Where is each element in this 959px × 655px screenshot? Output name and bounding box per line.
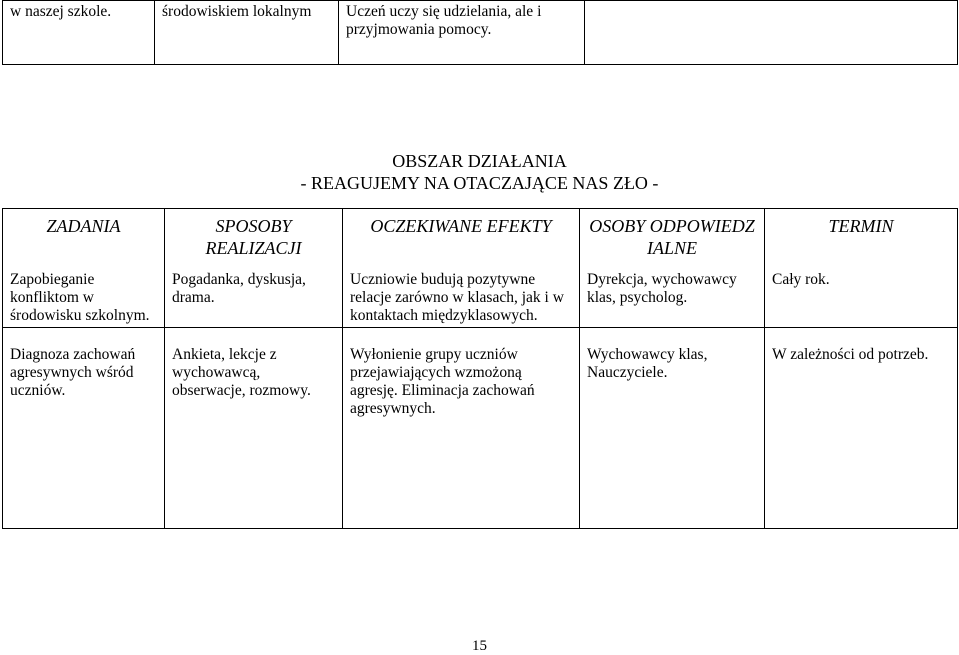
cell-responsible-2: Wychowawcy klas, Nauczyciele.	[580, 328, 765, 529]
header-effects: OCZEKIWANE EFEKTY Uczniowie budują pozytywne relacje zarówno w klasach, jak i w kontaktach międzyklasowych.	[343, 209, 580, 328]
cell-task-2: Diagnoza zachowań agresywnych wśród uczniów.	[3, 328, 165, 529]
header-methods: SPOSOBY REALIZACJI Pogadanka, dyskusja, drama.	[165, 209, 343, 328]
top-cell-effect: Uczeń uczy się udzielania, ale i przyjmowania pomocy.	[339, 1, 585, 65]
cell-term-2: W zależności od potrzeb.	[765, 328, 958, 529]
cell-method-1: Pogadanka, dyskusja, drama.	[172, 271, 306, 306]
header-responsible: OSOBY ODPOWIEDZIALNE Dyrekcja, wychowawcy klas, psycholog.	[580, 209, 765, 328]
area-title-line2: - REAGUJEMY NA OTACZAJĄCE NAS ZŁO -	[300, 173, 659, 193]
page-number: 15	[472, 638, 487, 654]
actions-table	[2, 208, 958, 529]
table-row	[3, 328, 958, 529]
top-continuation-table	[2, 0, 958, 65]
area-title	[0, 150, 959, 194]
area-title-line1: OBSZAR DZIAŁANIA	[392, 151, 567, 171]
table-row	[3, 1, 958, 65]
cell-task-1: Zapobieganie konfliktom w środowisku szkolnym.	[10, 271, 150, 324]
cell-effect-2: Wyłonienie grupy uczniów przejawiających wzmożoną agresję. Eliminacja zachowań agresywnych.	[343, 328, 580, 529]
top-cell-empty	[585, 1, 958, 65]
cell-effect-1: Uczniowie budują pozytywne relacje zarówno w klasach, jak i w kontaktach międzyklasowych.	[350, 271, 564, 324]
cell-method-2: Ankieta, lekcje z wychowawcą, obserwacje, rozmowy.	[165, 328, 343, 529]
cell-responsible-1: Dyrekcja, wychowawcy klas, psycholog.	[587, 271, 737, 306]
header-tasks: ZADANIA Zapobieganie konfliktom w środowisku szkolnym.	[3, 209, 165, 328]
top-cell-task: w naszej szkole.	[3, 1, 155, 65]
header-row	[3, 209, 958, 328]
top-cell-method: środowiskiem lokalnym	[155, 1, 339, 65]
header-term: TERMIN Cały rok.	[765, 209, 958, 328]
cell-term-1: Cały rok.	[772, 271, 830, 288]
